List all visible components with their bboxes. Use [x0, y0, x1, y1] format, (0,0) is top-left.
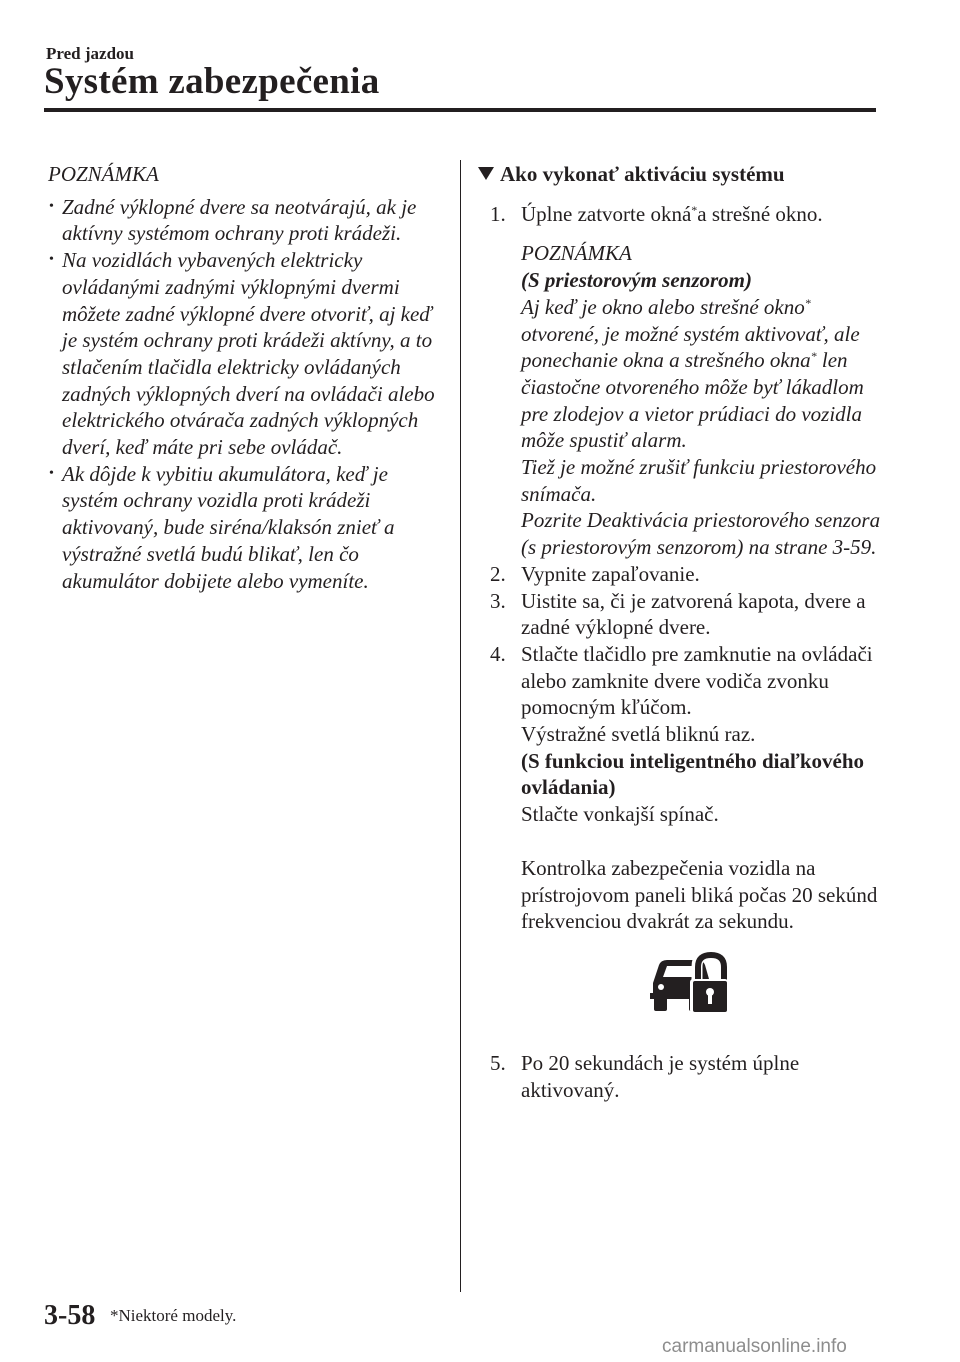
indicator-icon-wrap [484, 949, 884, 1044]
step-text: Vypnite zapaľovanie. [521, 561, 700, 586]
footnote-star: * [691, 202, 698, 217]
column-divider [460, 160, 461, 1292]
left-column [48, 161, 448, 594]
hazard-flash-text: Výstražné svetlá bliknú raz. [521, 722, 756, 747]
footnote-star: * [810, 349, 817, 364]
step-1 [484, 201, 884, 228]
sensor-note-subtitle: (S priestorovým senzorom) [521, 268, 752, 293]
step-number: 1. [490, 201, 506, 226]
step-number: 2. [490, 561, 506, 586]
note-bullet [48, 247, 448, 461]
step-text: Stlačte tlačidlo pre zamknutie na ovládači alebo zamknite dvere vodiča zvonku pomocným kľúčom. [521, 641, 873, 720]
triangle-marker-icon [478, 167, 494, 180]
page-number: 3-58 [44, 1300, 96, 1331]
page-title: Systém zabezpečenia [44, 61, 380, 102]
sensor-note-reference: Pozrite Deaktivácia priestorového senzora (s priestorovým senzorom) na strane 3-59. [521, 508, 881, 560]
step-number: 4. [490, 641, 506, 666]
sensor-note-cancel: Tiež je možné zrušiť funkciu priestorového snímača. [521, 455, 877, 506]
right-column [484, 161, 884, 1103]
sensor-note-paragraph [521, 294, 884, 454]
outer-switch-text: Stlačte vonkajší spínač. [521, 802, 719, 827]
note-bullet-text: Na vozidlách vybavených elektricky ovládanými zadnými výklopnými dvermi môžete zadné výklopné dvere otvoriť, aj keď je systém ochrany proti krádeži aktívny, a to stlačením tlačidla elektricky ovládaných zadných výklopných dverí na ovládači alebo elektrického otvárača zadných výklopných dverí, keď máte pri sebe ovládač. [62, 248, 435, 460]
footnote: *Niektoré modely. [110, 1306, 237, 1325]
step-text: Po 20 sekundách je systém úplne aktivovaný. [521, 1050, 800, 1102]
note-bullet [48, 461, 448, 595]
smart-key-heading: (S funkciou inteligentného diaľkového ovládania) [521, 748, 864, 800]
note-bullet-text: Zadné výklopné dvere sa neotvárajú, ak je aktívny systémom ochrany proti krádeži. [62, 194, 417, 246]
title-rule [44, 108, 876, 112]
step-number: 5. [490, 1050, 506, 1075]
indicator-description: Kontrolka zabezpečenia vozidla na prístrojovom paneli bliká počas 20 sekúnd frekvenciou dvakrát za sekundu. [521, 855, 878, 934]
sensor-note-title: POZNÁMKA [521, 241, 632, 266]
step-text: Úplne zatvorte okná [521, 201, 692, 226]
step-2 [484, 561, 884, 588]
section-label: Pred jazdou [46, 44, 134, 63]
watermark: carmanualsonline.info [662, 1336, 847, 1357]
bullet-glyph: • [49, 252, 54, 268]
step-text: Uistite sa, či je zatvorená kapota, dvere a zadné výklopné dvere. [521, 588, 866, 640]
note-text: len čiastočne otvoreného môže byť lákadlom pre zlodejov a vietor prúdiaci do vozidla môže spustiť alarm. [521, 348, 864, 453]
step-5 [484, 1050, 884, 1103]
bullet-glyph: • [49, 465, 54, 481]
note-heading: POZNÁMKA [48, 162, 159, 186]
step-4 [484, 641, 884, 721]
note-bullet-text: Ak dôjde k vybitiu akumulátora, keď je systém ochrany vozidla proti krádeži aktivovaný, bude siréna/klaksón znieť a výstražné svetlá budú blikať, len čo akumulátor dobijete alebo vymeníte. [62, 461, 395, 593]
note-bullet [48, 194, 448, 247]
note-text: Aj keď je okno alebo strešné okno [521, 294, 805, 319]
note-bullet-list [48, 194, 448, 595]
step-number: 3. [490, 588, 506, 613]
procedure-heading [478, 161, 884, 188]
car-security-indicator-icon [648, 949, 728, 1015]
step-text-cont: a strešné okno. [697, 201, 823, 226]
sensor-note [484, 240, 884, 560]
bullet-glyph: • [49, 198, 54, 214]
step-3 [484, 588, 884, 641]
procedure-heading-text: Ako vykonať aktiváciu systému [500, 162, 785, 186]
note-text: otvorené, je možné systém aktivovať, ale ponechanie okna a strešného okna [521, 321, 860, 373]
footnote-star: * [804, 295, 811, 310]
